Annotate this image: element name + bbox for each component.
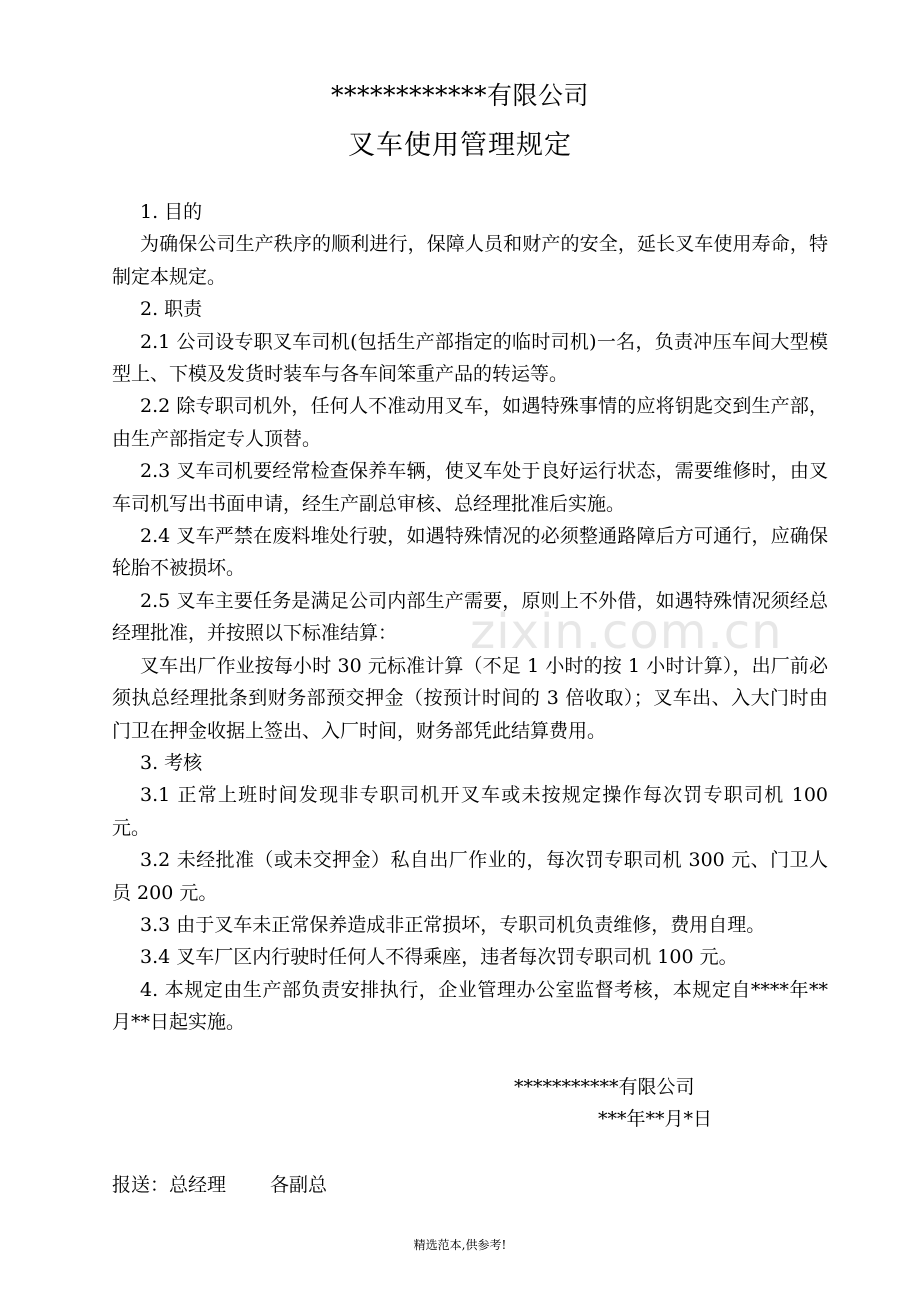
signature-date: ***年**月*日 [598, 1108, 713, 1130]
body-paragraph: 叉车出厂作业按每小时 30 元标准计算（不足 1 小时的按 1 小时计算），出厂前必须执总经理批条到财务部预交押金（按预计时间的 3 倍收取）；叉车出、入大门时由门卫在押金收据上签出、入厂时间，财务部凭此结算费用。 [112, 654, 828, 742]
body-paragraph: 2.2 除专职司机外，任何人不准动用叉车，如遇特殊事情的应将钥匙交到生产部，由生产部指定专人顶替。 [112, 395, 828, 450]
company-title: ************有限公司 [330, 81, 589, 110]
section-heading: 3. 考核 [140, 751, 203, 774]
body-paragraph: 2.1 公司设专职叉车司机(包括生产部指定的临时司机)一名，负责冲压车间大型模型上、下模及发货时装车与各车间笨重产品的转运等。 [112, 330, 828, 386]
body-paragraph: 2.5 叉车主要任务是满足公司内部生产需要，原则上不外借，如遇特殊情况须经总经理批准，并按照以下标准结算： [112, 589, 828, 645]
section-heading: 2. 职责 [140, 298, 203, 321]
section-heading: 1. 目的 [140, 201, 203, 223]
body-paragraph: 3.4 叉车厂区内行驶时任何人不得乘座，违者每次罚专职司机 100 元。 [140, 946, 738, 969]
body-paragraph: 3.2 未经批准（或未交押金）私自出厂作业的，每次罚专职司机 300 元、门卫人员 200 元。 [112, 849, 828, 904]
distribution-label: 报送：总经理 [112, 1174, 227, 1196]
watermark: zixin.com.cn [470, 604, 783, 660]
body-paragraph: 2.4 叉车严禁在废料堆处行驶，如遇特殊情况的必须整通路障后方可通行，应确保轮胎不被损坏。 [112, 525, 828, 580]
footer-note: 精选范本,供参考! [413, 1238, 507, 1252]
body-paragraph: 3.1 正常上班时间发现非专职司机开叉车或未按规定操作每次罚专职司机 100 元。 [112, 784, 828, 839]
document-body [112, 196, 828, 1039]
body-paragraph: 为确保公司生产秩序的顺利进行，保障人员和财产的安全，延长叉车使用寿命，特制定本规定。 [112, 233, 828, 288]
document-title: 叉车使用管理规定 [348, 130, 572, 161]
body-paragraph: 2.3 叉车司机要经常检查保养车辆，使叉车处于良好运行状态，需要维修时，由叉车司机写出书面申请，经生产副总审核、总经理批准后实施。 [112, 460, 828, 515]
distribution-line [112, 1170, 327, 1200]
body-paragraph: 3.3 由于叉车未正常保养造成非正常损坏，专职司机负责维修，费用自理。 [140, 913, 766, 936]
signature-company: ***********有限公司 [514, 1076, 695, 1098]
body-paragraph: 4. 本规定由生产部负责安排执行，企业管理办公室监督考核，本规定自****年**月**日起实施。 [112, 978, 828, 1034]
distribution-recipient: 各副总 [270, 1174, 328, 1196]
